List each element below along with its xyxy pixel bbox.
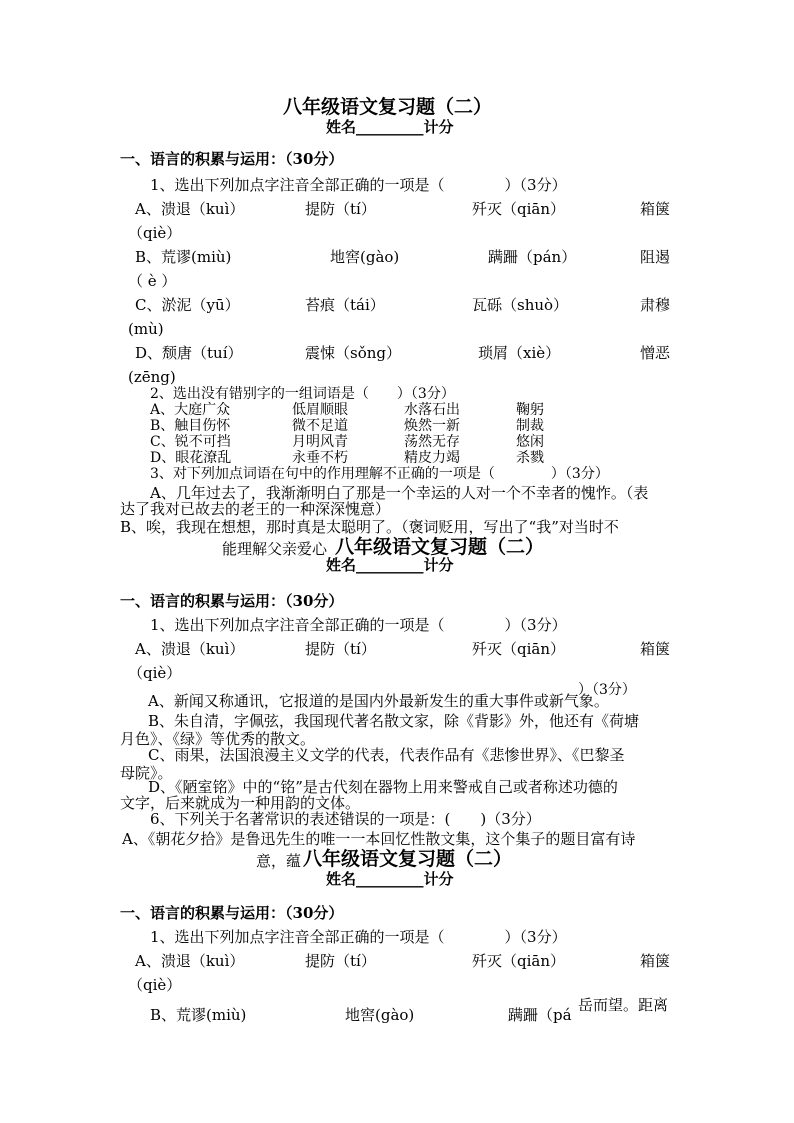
- q1-option-a-cont: （qiè）: [128, 224, 182, 242]
- q1-option-d: 震悚（sǒng）: [305, 344, 401, 362]
- q2-option-c: 荡然无存: [404, 434, 460, 450]
- section-heading: 一、语言的积累与运用：（30分）: [120, 592, 344, 610]
- name-score-line: 姓名_________计分: [326, 118, 454, 136]
- q2-option-a: 水落石出: [404, 402, 460, 418]
- question-2: 2、选出没有错别字的一组词语是（ ）（3分）: [150, 386, 455, 402]
- q2-option-b: 焕然一新: [404, 418, 460, 434]
- q1-option-a: 歼灭（qiān）: [472, 200, 566, 218]
- q1-option-a: A、溃退（kuì）: [135, 640, 245, 658]
- q1-option-b-fragment: 蹒跚（pá: [508, 1006, 572, 1024]
- q1-option-a: A、溃退（kuì）: [135, 952, 245, 970]
- q5-option-b: B、朱自清，字佩弦，我国现代著名散文家，除《背影》外，他还有《荷塘: [148, 712, 640, 730]
- section-heading: 一、语言的积累与运用：（30分）: [120, 904, 344, 922]
- q2-option-d: 精皮力竭: [404, 450, 460, 466]
- name-score-line: 姓名_________计分: [326, 556, 454, 574]
- q1-option-c: 肃穆: [640, 296, 671, 314]
- question-5-tail: ）（3分）: [578, 682, 636, 698]
- q1-option-b: B、荒谬(miù): [135, 248, 232, 266]
- q1-option-a-cont: （qiè）: [128, 664, 182, 682]
- q2-option-c: C、锐不可挡: [150, 434, 231, 450]
- q1-option-b: 地窖(gào): [345, 1006, 415, 1024]
- q5-option-c: C、雨果，法国浪漫主义文学的代表，代表作品有《悲惨世界》、《巴黎圣: [148, 746, 625, 764]
- q1-option-c-cont: (mù): [128, 320, 164, 338]
- q1-option-b: 地窖(gào): [330, 248, 400, 266]
- q3-option-a: A、几年过去了，我渐渐明白了那是一个幸运的人对一个不幸者的愧怍。（表: [150, 484, 649, 502]
- q1-option-b: 阻遏: [640, 248, 671, 266]
- q1-option-b-cont: （ è ）: [128, 272, 177, 290]
- q1-option-b: 蹒跚（pán）: [488, 248, 577, 266]
- q1-option-d: 琐屑（xiè）: [478, 344, 561, 362]
- q2-option-a: 低眉顺眼: [292, 402, 348, 418]
- question-1: 1、选出下列加点字注音全部正确的一项是（ ）（3分）: [150, 928, 567, 946]
- q1-option-a-cont: （qiè）: [128, 976, 182, 994]
- q2-option-a: 鞠躬: [516, 402, 544, 418]
- q1-option-a: A、溃退（kuì）: [135, 200, 245, 218]
- q1-option-a: 提防（tí）: [305, 640, 376, 658]
- q6-option-a-cont: 意，蕴: [256, 852, 302, 870]
- q1-option-a: 歼灭（qiān）: [472, 952, 566, 970]
- q2-option-b: B、触目伤怀: [150, 418, 231, 434]
- question-3: 3、对下列加点词语在句中的作用理解不正确的一项是（ ）（3分）: [150, 466, 609, 482]
- doc-title: 八年级语文复习题（二）: [283, 96, 493, 118]
- q2-option-c: 悠闲: [516, 434, 544, 450]
- q1-option-a: 提防（tí）: [305, 952, 376, 970]
- q1-option-d-cont: (zēng): [128, 368, 176, 386]
- q5-option-d-cont: 文字，后来就成为一种用韵的文体。: [120, 794, 361, 812]
- q1-option-c: 瓦砾（shuò）: [472, 296, 569, 314]
- q2-option-b: 制裁: [516, 418, 544, 434]
- q1-option-a: 箱箧: [640, 200, 671, 218]
- name-score-line: 姓名_________计分: [326, 870, 454, 888]
- q1-option-b: B、荒谬(miù): [150, 1006, 247, 1024]
- q1-option-c: C、淤泥（yū）: [135, 296, 240, 314]
- q5-option-c-cont: 母院》。: [120, 764, 173, 782]
- q1-option-a: 歼灭（qiān）: [472, 640, 566, 658]
- q1-option-a: 箱箧: [640, 952, 671, 970]
- q2-option-d: 永垂不朽: [292, 450, 348, 466]
- section-heading: 一、语言的积累与运用：（30分）: [120, 150, 344, 168]
- q3-option-a-cont: 达了我对已故去的老王的一种深深愧意）: [120, 500, 391, 518]
- q5-option-b-cont: 月色》、《绿》等优秀的散文。: [120, 730, 316, 748]
- question-6: 6、下列关于名著常识的表述错误的一项是：( )（3分）: [150, 810, 541, 828]
- q5-option-d: D、《陋室铭》中的“铭”是古代刻在器物上用来警戒自己或者称述功德的: [148, 778, 618, 796]
- doc-title: 八年级语文复习题（二）: [303, 848, 513, 870]
- q1-option-a: 箱箧: [640, 640, 671, 658]
- text-fragment: 岳而望。距离: [578, 996, 669, 1014]
- q2-option-d: 杀戮: [516, 450, 544, 466]
- q3-option-b: B、唉，我现在想想，那时真是太聪明了。（褒词贬用，写出了“我”对当时不: [120, 518, 619, 536]
- q2-option-c: 月明风青: [292, 434, 348, 450]
- q2-option-b: 微不足道: [292, 418, 348, 434]
- q2-option-d: D、眼花潦乱: [150, 450, 232, 466]
- q1-option-d: 憎恶: [640, 344, 671, 362]
- question-1: 1、选出下列加点字注音全部正确的一项是（ ）（3分）: [150, 176, 567, 194]
- q3-option-b-cont: 能理解父亲爱心: [222, 540, 328, 558]
- q5-option-a: A、新闻又称通讯，它报道的是国内外最新发生的重大事件或新气象。: [148, 692, 609, 710]
- doc-title: 八年级语文复习题（二）: [335, 536, 545, 558]
- q6-option-a: A、《朝花夕拾》是鲁迅先生的唯一一本回忆性散文集，这个集子的题目富有诗: [122, 830, 636, 848]
- q1-option-c: 苔痕（tái）: [305, 296, 385, 314]
- q1-option-d: D、颓唐（tuí）: [135, 344, 243, 362]
- q1-option-a: 提防（tí）: [305, 200, 376, 218]
- question-1: 1、选出下列加点字注音全部正确的一项是（ ）（3分）: [150, 616, 567, 634]
- q2-option-a: A、大庭广众: [150, 402, 231, 418]
